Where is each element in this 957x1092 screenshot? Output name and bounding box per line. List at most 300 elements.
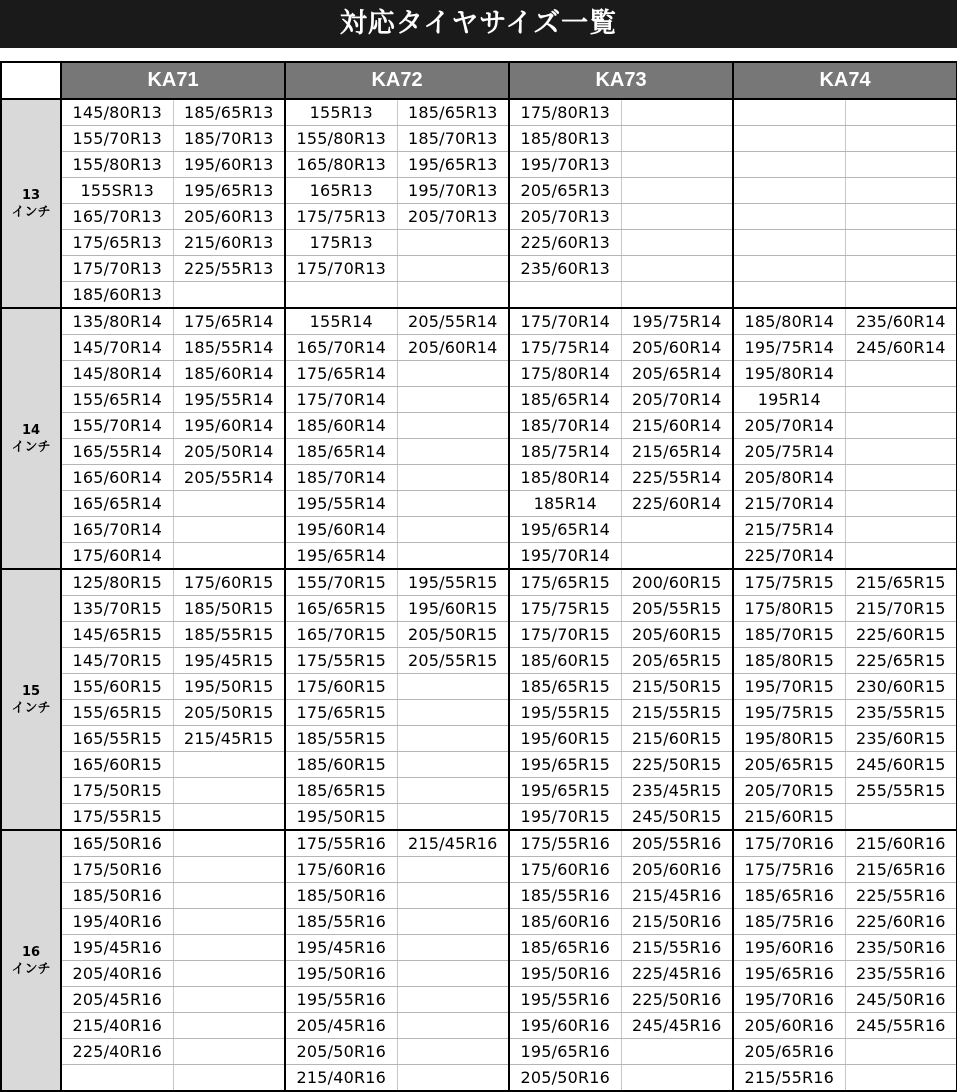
tire-size-cell — [397, 413, 509, 439]
tire-size-cell — [845, 439, 957, 465]
table-row — [1, 465, 957, 491]
tire-size-cell — [173, 778, 285, 804]
tire-size-cell: 165/55R15 — [61, 726, 173, 752]
tire-size-cell — [173, 804, 285, 831]
tire-size-cell: 205/65R13 — [509, 178, 621, 204]
tire-size-cell: 195/50R16 — [285, 961, 397, 987]
tire-size-cell: 185/55R16 — [285, 909, 397, 935]
tire-size-cell: 205/60R16 — [621, 857, 733, 883]
tire-size-cell: 225/50R16 — [621, 987, 733, 1013]
tire-size-cell: 225/55R13 — [173, 256, 285, 282]
tire-size-cell: 195/65R16 — [509, 1039, 621, 1065]
tire-size-cell: 215/50R16 — [621, 909, 733, 935]
tire-size-cell: 195/45R16 — [61, 935, 173, 961]
tire-size-cell — [173, 1013, 285, 1039]
tire-size-cell: 175/70R16 — [733, 830, 845, 857]
tire-size-cell: 200/60R15 — [621, 569, 733, 596]
table-row — [1, 99, 957, 126]
tire-size-cell: 225/60R14 — [621, 491, 733, 517]
table-row — [1, 648, 957, 674]
tire-size-cell: 175/70R13 — [61, 256, 173, 282]
tire-size-cell: 215/55R16 — [621, 935, 733, 961]
table-row — [1, 1039, 957, 1065]
tire-size-cell: 205/70R14 — [621, 387, 733, 413]
tire-size-cell — [173, 909, 285, 935]
tire-size-cell — [397, 700, 509, 726]
tire-size-cell — [173, 517, 285, 543]
tire-size-cell: 245/60R14 — [845, 335, 957, 361]
table-row — [1, 569, 957, 596]
tire-size-cell: 175/65R15 — [285, 700, 397, 726]
tire-size-cell: 155R13 — [285, 99, 397, 126]
tire-size-cell — [397, 282, 509, 309]
tire-size-cell: 195/60R14 — [173, 413, 285, 439]
tire-size-cell — [397, 674, 509, 700]
tire-size-cell: 195/45R15 — [173, 648, 285, 674]
tire-size-cell: 235/45R15 — [621, 778, 733, 804]
tire-size-cell: 155SR13 — [61, 178, 173, 204]
tire-size-cell: 195/65R15 — [509, 778, 621, 804]
tire-size-cell: 175/75R15 — [509, 596, 621, 622]
table-row — [1, 361, 957, 387]
tire-size-cell: 175/70R13 — [285, 256, 397, 282]
tire-size-cell: 175/50R16 — [61, 857, 173, 883]
tire-size-cell: 195/55R14 — [173, 387, 285, 413]
tire-size-cell — [397, 387, 509, 413]
tire-size-cell: 145/65R15 — [61, 622, 173, 648]
tire-size-cell — [845, 282, 957, 309]
tire-size-cell: 235/55R16 — [845, 961, 957, 987]
tire-size-cell: 195/60R16 — [733, 935, 845, 961]
tire-size-cell — [397, 230, 509, 256]
tire-size-cell — [397, 439, 509, 465]
tire-size-cell — [621, 517, 733, 543]
tire-size-cell: 185/65R16 — [733, 883, 845, 909]
table-row — [1, 830, 957, 857]
tire-size-cell: 195/70R15 — [509, 804, 621, 831]
tire-size-cell: 175/60R16 — [509, 857, 621, 883]
tire-size-cell: 155/70R15 — [285, 569, 397, 596]
tire-size-cell: 195/70R16 — [733, 987, 845, 1013]
tire-size-cell: 175/70R14 — [509, 308, 621, 335]
column-header-ka74: KA74 — [733, 62, 957, 99]
tire-size-cell: 165/55R14 — [61, 439, 173, 465]
tire-size-cell: 245/60R15 — [845, 752, 957, 778]
tire-size-cell — [621, 126, 733, 152]
tire-size-cell — [845, 230, 957, 256]
tire-size-cell: 145/70R15 — [61, 648, 173, 674]
table-row — [1, 308, 957, 335]
tire-size-cell — [845, 491, 957, 517]
tire-size-cell: 195/65R16 — [733, 961, 845, 987]
table-row — [1, 413, 957, 439]
tire-size-cell: 205/65R16 — [733, 1039, 845, 1065]
tire-size-cell: 225/55R16 — [845, 883, 957, 909]
table-row — [1, 935, 957, 961]
tire-size-cell: 135/70R15 — [61, 596, 173, 622]
tire-size-cell — [173, 857, 285, 883]
tire-size-cell: 215/45R16 — [397, 830, 509, 857]
tire-size-cell — [397, 883, 509, 909]
inch-size-unit: インチ — [11, 204, 51, 220]
tire-size-cell: 215/60R13 — [173, 230, 285, 256]
tire-size-cell — [173, 830, 285, 857]
tire-size-cell: 185/75R14 — [509, 439, 621, 465]
tire-size-cell: 175/55R15 — [61, 804, 173, 831]
tire-size-cell: 185/60R13 — [61, 282, 173, 309]
tire-size-cell: 255/55R15 — [845, 778, 957, 804]
tire-size-cell: 155R14 — [285, 308, 397, 335]
tire-size-cell: 175/70R15 — [509, 622, 621, 648]
tire-size-cell — [173, 987, 285, 1013]
tire-size-cell: 175/75R13 — [285, 204, 397, 230]
tire-size-cell: 185/65R15 — [285, 778, 397, 804]
tire-size-cell: 175/55R15 — [285, 648, 397, 674]
tire-size-cell: 245/50R15 — [621, 804, 733, 831]
tire-size-cell: 205/75R14 — [733, 439, 845, 465]
tire-size-cell — [845, 387, 957, 413]
tire-size-cell: 155/80R13 — [61, 152, 173, 178]
tire-size-cell — [845, 152, 957, 178]
tire-size-cell: 175/60R15 — [173, 569, 285, 596]
tire-size-cell: 205/50R16 — [509, 1065, 621, 1092]
tire-size-cell: 195/60R13 — [173, 152, 285, 178]
tire-size-cell: 175/80R14 — [509, 361, 621, 387]
tire-size-cell — [397, 778, 509, 804]
tire-size-cell: 185/60R14 — [173, 361, 285, 387]
tire-size-cell: 195/65R14 — [285, 543, 397, 570]
tire-size-cell: 215/45R16 — [621, 883, 733, 909]
tire-size-cell — [285, 282, 397, 309]
tire-size-cell: 185/55R15 — [285, 726, 397, 752]
tire-size-cell: 205/60R14 — [621, 335, 733, 361]
tire-size-cell — [173, 1065, 285, 1092]
tire-size-cell: 145/70R14 — [61, 335, 173, 361]
tire-size-cell: 175/60R16 — [285, 857, 397, 883]
tire-size-cell: 225/55R14 — [621, 465, 733, 491]
tire-size-cell: 175/65R15 — [509, 569, 621, 596]
tire-size-cell — [621, 230, 733, 256]
tire-size-cell — [173, 935, 285, 961]
tire-size-cell: 195/60R14 — [285, 517, 397, 543]
tire-size-cell: 185R14 — [509, 491, 621, 517]
tire-size-cell: 175/65R13 — [61, 230, 173, 256]
tire-size-cell — [845, 1065, 957, 1092]
tire-size-cell: 205/45R16 — [285, 1013, 397, 1039]
tire-size-cell — [845, 178, 957, 204]
tire-size-cell — [733, 204, 845, 230]
tire-size-cell: 235/60R13 — [509, 256, 621, 282]
tire-size-cell: 215/45R15 — [173, 726, 285, 752]
tire-size-cell: 225/60R16 — [845, 909, 957, 935]
column-header-ka72: KA72 — [285, 62, 509, 99]
tire-size-cell: 205/65R14 — [621, 361, 733, 387]
table-body — [1, 99, 957, 1091]
tire-size-cell: 215/75R14 — [733, 517, 845, 543]
tire-size-cell: 195R14 — [733, 387, 845, 413]
tire-size-cell: 175/55R16 — [509, 830, 621, 857]
tire-size-cell — [397, 543, 509, 570]
table-row — [1, 726, 957, 752]
table-row — [1, 674, 957, 700]
table-row — [1, 517, 957, 543]
tire-size-cell — [61, 1065, 173, 1092]
tire-size-cell — [845, 204, 957, 230]
tire-size-cell: 175/75R16 — [733, 857, 845, 883]
tire-size-cell — [733, 126, 845, 152]
tire-size-cell: 195/65R14 — [509, 517, 621, 543]
tire-size-cell — [845, 543, 957, 570]
tire-size-cell — [397, 752, 509, 778]
tire-size-cell: 195/40R16 — [61, 909, 173, 935]
tire-size-cell: 175R13 — [285, 230, 397, 256]
tire-size-cell: 165/70R15 — [285, 622, 397, 648]
tire-size-cell: 205/60R14 — [397, 335, 509, 361]
tire-size-cell: 195/55R14 — [285, 491, 397, 517]
tire-size-cell — [397, 804, 509, 831]
table-row — [1, 230, 957, 256]
tire-size-cell — [397, 1013, 509, 1039]
tire-size-cell — [173, 1039, 285, 1065]
tire-size-cell — [173, 543, 285, 570]
tire-size-cell: 225/60R13 — [509, 230, 621, 256]
tire-size-cell: 175/75R15 — [733, 569, 845, 596]
inch-size-number: 14 — [21, 422, 41, 438]
tire-size-cell: 195/80R15 — [733, 726, 845, 752]
tire-size-cell: 175/60R14 — [61, 543, 173, 570]
tire-size-cell: 215/50R15 — [621, 674, 733, 700]
tire-size-cell: 195/65R13 — [397, 152, 509, 178]
table-row — [1, 439, 957, 465]
tire-size-cell: 205/55R15 — [621, 596, 733, 622]
tire-size-cell: 185/60R15 — [509, 648, 621, 674]
tire-size-cell: 215/65R14 — [621, 439, 733, 465]
tire-size-cell: 165/70R14 — [61, 517, 173, 543]
tire-size-cell — [845, 465, 957, 491]
tire-size-cell: 195/75R14 — [621, 308, 733, 335]
tire-size-cell: 175/70R14 — [285, 387, 397, 413]
tire-size-cell — [621, 282, 733, 309]
tire-size-cell: 185/55R16 — [509, 883, 621, 909]
tire-size-cell: 235/55R15 — [845, 700, 957, 726]
tire-size-cell — [397, 726, 509, 752]
tire-size-cell: 145/80R14 — [61, 361, 173, 387]
tire-size-cell — [621, 204, 733, 230]
tire-size-cell: 185/70R14 — [509, 413, 621, 439]
tire-size-cell: 225/50R15 — [621, 752, 733, 778]
tire-size-table — [0, 61, 957, 1092]
tire-size-cell: 215/70R15 — [845, 596, 957, 622]
tire-size-cell: 195/55R16 — [285, 987, 397, 1013]
tire-size-cell — [397, 1039, 509, 1065]
tire-size-cell — [173, 752, 285, 778]
tire-size-cell: 205/50R15 — [397, 622, 509, 648]
tire-size-cell: 185/80R14 — [733, 308, 845, 335]
table-row — [1, 387, 957, 413]
tire-size-cell: 215/60R15 — [733, 804, 845, 831]
tire-size-cell: 195/55R15 — [397, 569, 509, 596]
tire-size-cell: 165/65R14 — [61, 491, 173, 517]
tire-size-cell: 215/60R15 — [621, 726, 733, 752]
tire-size-cell: 205/55R15 — [397, 648, 509, 674]
header-corner — [1, 62, 61, 99]
tire-size-cell — [621, 99, 733, 126]
table-row — [1, 857, 957, 883]
tire-size-cell: 185/65R13 — [173, 99, 285, 126]
tire-size-cell: 155/60R15 — [61, 674, 173, 700]
tire-size-cell — [173, 961, 285, 987]
tire-size-cell: 195/70R15 — [733, 674, 845, 700]
tire-size-cell — [733, 152, 845, 178]
tire-size-cell: 175/50R15 — [61, 778, 173, 804]
tire-size-cell — [397, 491, 509, 517]
tire-size-cell: 215/40R16 — [285, 1065, 397, 1092]
tire-size-cell: 185/50R16 — [61, 883, 173, 909]
tire-size-cell: 185/70R13 — [173, 126, 285, 152]
tire-size-cell: 205/80R14 — [733, 465, 845, 491]
table-row — [1, 204, 957, 230]
tire-size-cell: 175/80R15 — [733, 596, 845, 622]
tire-size-cell: 195/60R16 — [509, 1013, 621, 1039]
table-row — [1, 178, 957, 204]
tire-size-cell: 195/45R16 — [285, 935, 397, 961]
tire-size-cell — [173, 491, 285, 517]
tire-size-cell: 205/50R16 — [285, 1039, 397, 1065]
tire-size-cell — [397, 909, 509, 935]
tire-size-cell: 215/40R16 — [61, 1013, 173, 1039]
table-row — [1, 335, 957, 361]
tire-size-cell: 245/50R16 — [845, 987, 957, 1013]
table-row — [1, 961, 957, 987]
table-row — [1, 752, 957, 778]
tire-size-cell: 235/60R15 — [845, 726, 957, 752]
page-title: 対応タイヤサイズ一覧 — [0, 0, 957, 48]
tire-size-cell: 185/60R14 — [285, 413, 397, 439]
header-row — [1, 62, 957, 99]
tire-size-cell: 225/70R14 — [733, 543, 845, 570]
tire-size-cell — [845, 517, 957, 543]
tire-size-cell: 245/55R16 — [845, 1013, 957, 1039]
tire-size-cell: 195/50R15 — [285, 804, 397, 831]
tire-size-cell — [397, 987, 509, 1013]
table-row — [1, 778, 957, 804]
table-row — [1, 256, 957, 282]
tire-size-cell: 185/80R15 — [733, 648, 845, 674]
tire-size-cell: 195/50R15 — [173, 674, 285, 700]
tire-size-cell: 175/60R15 — [285, 674, 397, 700]
tire-size-cell — [845, 99, 957, 126]
tire-size-cell: 225/60R15 — [845, 622, 957, 648]
tire-size-cell — [173, 282, 285, 309]
tire-size-cell: 215/70R14 — [733, 491, 845, 517]
tire-size-cell: 205/55R16 — [621, 830, 733, 857]
tire-size-cell: 185/65R16 — [509, 935, 621, 961]
tire-size-cell: 185/70R14 — [285, 465, 397, 491]
tire-size-cell — [621, 256, 733, 282]
tire-size-cell: 235/50R16 — [845, 935, 957, 961]
tire-size-cell: 205/60R15 — [621, 622, 733, 648]
tire-size-cell: 185/60R15 — [285, 752, 397, 778]
tire-size-cell — [845, 1039, 957, 1065]
table-row — [1, 883, 957, 909]
tire-size-cell: 175/65R14 — [173, 308, 285, 335]
tire-size-cell: 185/65R14 — [285, 439, 397, 465]
tire-size-cell: 195/65R13 — [173, 178, 285, 204]
inch-size-label — [1, 569, 61, 830]
inch-size-label — [1, 99, 61, 308]
tire-size-cell: 185/60R16 — [509, 909, 621, 935]
tire-size-cell — [397, 361, 509, 387]
tire-size-cell: 185/55R14 — [173, 335, 285, 361]
tire-size-cell — [621, 543, 733, 570]
tire-size-cell: 155/65R14 — [61, 387, 173, 413]
tire-size-cell: 195/50R16 — [509, 961, 621, 987]
tire-size-cell: 215/60R16 — [845, 830, 957, 857]
tire-size-cell: 175/55R16 — [285, 830, 397, 857]
table-row — [1, 622, 957, 648]
tire-size-cell: 165/60R15 — [61, 752, 173, 778]
tire-size-cell — [397, 256, 509, 282]
tire-size-cell: 225/65R15 — [845, 648, 957, 674]
inch-size-unit: インチ — [11, 700, 51, 716]
tire-size-cell: 165/50R16 — [61, 830, 173, 857]
tire-size-cell: 165/65R15 — [285, 596, 397, 622]
tire-size-cell: 215/65R16 — [845, 857, 957, 883]
tire-size-cell: 165/70R13 — [61, 204, 173, 230]
tire-size-cell: 195/60R15 — [397, 596, 509, 622]
inch-size-label — [1, 830, 61, 1091]
tire-size-cell: 205/70R13 — [397, 204, 509, 230]
tire-size-cell: 205/50R15 — [173, 700, 285, 726]
tire-size-cell: 135/80R14 — [61, 308, 173, 335]
tire-size-cell: 205/70R14 — [733, 413, 845, 439]
tire-size-cell — [845, 413, 957, 439]
tire-size-cell — [621, 152, 733, 178]
tire-size-cell: 215/65R15 — [845, 569, 957, 596]
table-row — [1, 543, 957, 570]
tire-size-cell: 185/55R15 — [173, 622, 285, 648]
tire-size-cell: 205/65R15 — [733, 752, 845, 778]
tire-size-cell: 205/55R14 — [397, 308, 509, 335]
inch-size-number: 13 — [21, 187, 41, 203]
inch-size-unit: インチ — [11, 439, 51, 455]
tire-size-cell — [845, 804, 957, 831]
tire-size-cell — [845, 126, 957, 152]
tire-size-cell: 185/80R13 — [509, 126, 621, 152]
tire-size-cell: 155/65R15 — [61, 700, 173, 726]
tire-size-cell: 155/70R13 — [61, 126, 173, 152]
tire-size-cell: 185/70R15 — [733, 622, 845, 648]
tire-size-cell: 215/55R15 — [621, 700, 733, 726]
tire-size-cell: 215/55R16 — [733, 1065, 845, 1092]
tire-size-cell: 205/45R16 — [61, 987, 173, 1013]
tire-size-cell: 245/45R16 — [621, 1013, 733, 1039]
column-header-ka73: KA73 — [509, 62, 733, 99]
column-header-ka71: KA71 — [61, 62, 285, 99]
tire-size-cell: 195/60R15 — [509, 726, 621, 752]
tire-size-cell: 205/40R16 — [61, 961, 173, 987]
tire-size-cell: 205/60R13 — [173, 204, 285, 230]
tire-size-cell: 195/70R13 — [397, 178, 509, 204]
tire-size-cell — [733, 256, 845, 282]
tire-size-cell — [845, 361, 957, 387]
tire-size-cell — [621, 1039, 733, 1065]
tire-size-cell: 185/70R13 — [397, 126, 509, 152]
table-row — [1, 126, 957, 152]
tire-size-cell — [397, 935, 509, 961]
tire-size-cell: 195/55R15 — [509, 700, 621, 726]
tire-size-cell: 185/50R15 — [173, 596, 285, 622]
